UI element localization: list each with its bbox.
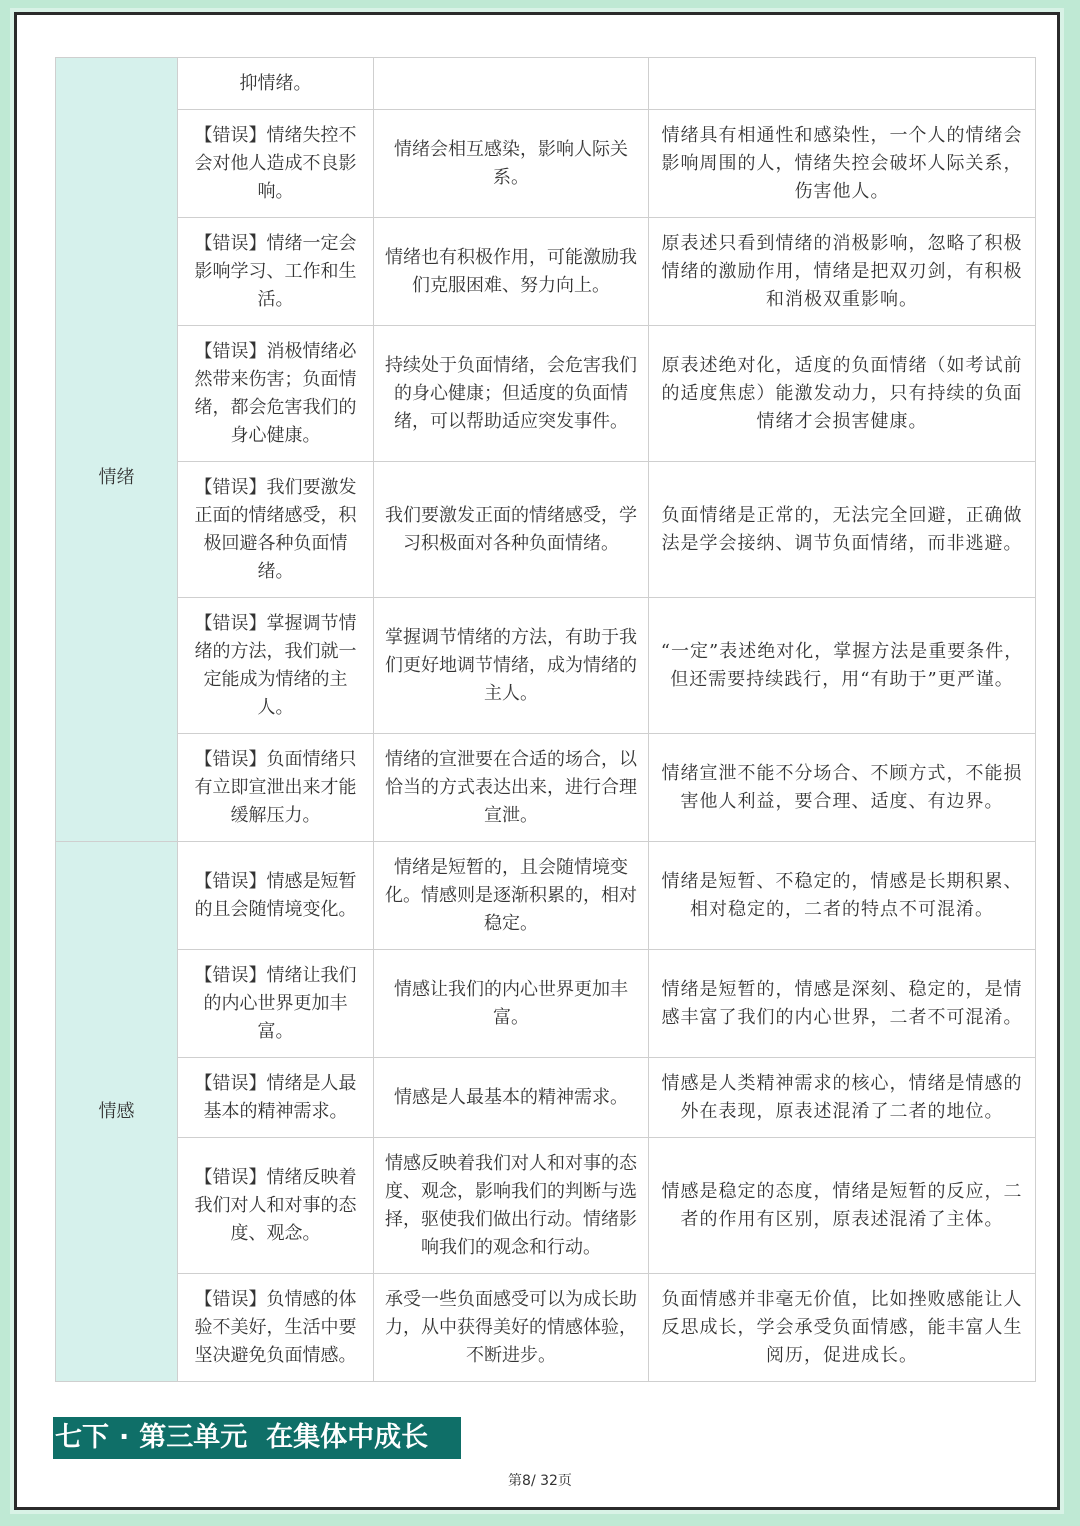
analysis-cell: 负面情绪是正常的，无法完全回避，正确做法是学会接纳、调节负面情绪，而非逃避。 [649,462,1036,598]
correct-cell: 我们要激发正面的情绪感受，学习积极面对各种负面情绪。 [374,462,649,598]
correct-cell: 情感是人最基本的精神需求。 [374,1058,649,1138]
statement-cell: 【错误】情绪反映着我们对人和对事的态度、观念。 [178,1138,374,1274]
correct-cell: 情绪的宣泄要在合适的场合，以恰当的方式表达出来，进行合理宣泄。 [374,734,649,842]
statement-cell: 【错误】掌握调节情绪的方法，我们就一定能成为情绪的主人。 [178,598,374,734]
analysis-cell: “一定”表述绝对化，掌握方法是重要条件，但还需要持续践行，用“有助于”更严谨。 [649,598,1036,734]
analysis-cell: 情绪是短暂、不稳定的，情感是长期积累、相对稳定的，二者的特点不可混淆。 [649,842,1036,950]
statement-cell: 【错误】负情感的体验不美好，生活中要坚决避免负面情感。 [178,1274,374,1382]
statement-cell: 【错误】情绪一定会影响学习、工作和生活。 [178,218,374,326]
correct-cell: 情感让我们的内心世界更加丰富。 [374,950,649,1058]
table-row [56,950,1036,1058]
analysis-cell: 原表述只看到情绪的消极影响，忽略了积极情绪的激励作用，情绪是把双刃剑，有积极和消极双重影响。 [649,218,1036,326]
statement-cell: 【错误】情绪让我们的内心世界更加丰富。 [178,950,374,1058]
section-heading [53,1417,461,1459]
correct-cell: 掌握调节情绪的方法，有助于我们更好地调节情绪，成为情绪的主人。 [374,598,649,734]
section-grade: 七下 [55,1422,109,1453]
statement-cell: 【错误】负面情绪只有立即宣泄出来才能缓解压力。 [178,734,374,842]
topic-feeling: 情感 [56,842,178,1382]
statement-cell: 【错误】情绪失控不会对他人造成不良影响。 [178,110,374,218]
correct-cell: 情绪是短暂的，且会随情境变化。情感则是逐渐积累的，相对稳定。 [374,842,649,950]
section-separator: · [119,1422,130,1453]
table-row [56,598,1036,734]
table-row [56,734,1036,842]
analysis-cell [649,58,1036,110]
topic-emotion: 情绪 [56,58,178,842]
analysis-cell: 情绪是短暂的，情感是深刻、稳定的，是情感丰富了我们的内心世界，二者不可混淆。 [649,950,1036,1058]
table-row [56,58,1036,110]
analysis-cell: 情绪宣泄不能不分场合、不顾方式，不能损害他人利益，要合理、适度、有边界。 [649,734,1036,842]
statement-cell: 【错误】消极情绪必然带来伤害；负面情绪，都会危害我们的身心健康。 [178,326,374,462]
analysis-cell: 情绪具有相通性和感染性，一个人的情绪会影响周围的人，情绪失控会破坏人际关系，伤害他人。 [649,110,1036,218]
correct-cell: 情绪会相互感染，影响人际关系。 [374,110,649,218]
statement-cell: 【错误】情感是短暂的且会随情境变化。 [178,842,374,950]
statement-cell: 【错误】情绪是人最基本的精神需求。 [178,1058,374,1138]
correct-cell: 情绪也有积极作用，可能激励我们克服困难、努力向上。 [374,218,649,326]
table-row [56,326,1036,462]
table-row [56,1138,1036,1274]
table-row [56,1058,1036,1138]
analysis-cell: 情感是人类精神需求的核心，情绪是情感的外在表现，原表述混淆了二者的地位。 [649,1058,1036,1138]
table-row [56,218,1036,326]
statement-cell: 抑情绪。 [178,58,374,110]
statement-cell: 【错误】我们要激发正面的情绪感受，积极回避各种负面情绪。 [178,462,374,598]
table-row [56,462,1036,598]
error-correction-table [55,57,1036,1382]
analysis-cell: 原表述绝对化，适度的负面情绪（如考试前的适度焦虑）能激发动力，只有持续的负面情绪才会损害健康。 [649,326,1036,462]
correct-cell: 情感反映着我们对人和对事的态度、观念，影响我们的判断与选择，驱使我们做出行动。情绪影响我们的观念和行动。 [374,1138,649,1274]
page-number: 第8/ 32页 [508,1473,572,1489]
correct-cell: 承受一些负面感受可以为成长助力，从中获得美好的情感体验，不断进步。 [374,1274,649,1382]
table-row [56,1274,1036,1382]
correct-cell [374,58,649,110]
table-row [56,110,1036,218]
page-frame [14,12,1060,1510]
correct-cell: 持续处于负面情绪，会危害我们的身心健康；但适度的负面情绪，可以帮助适应突发事件。 [374,326,649,462]
section-title: 第三单元 在集体中成长 [139,1422,429,1453]
analysis-cell: 负面情感并非毫无价值，比如挫败感能让人反思成长，学会承受负面情感，能丰富人生阅历，促进成长。 [649,1274,1036,1382]
analysis-cell: 情感是稳定的态度，情绪是短暂的反应，二者的作用有区别，原表述混淆了主体。 [649,1138,1036,1274]
table-row [56,842,1036,950]
